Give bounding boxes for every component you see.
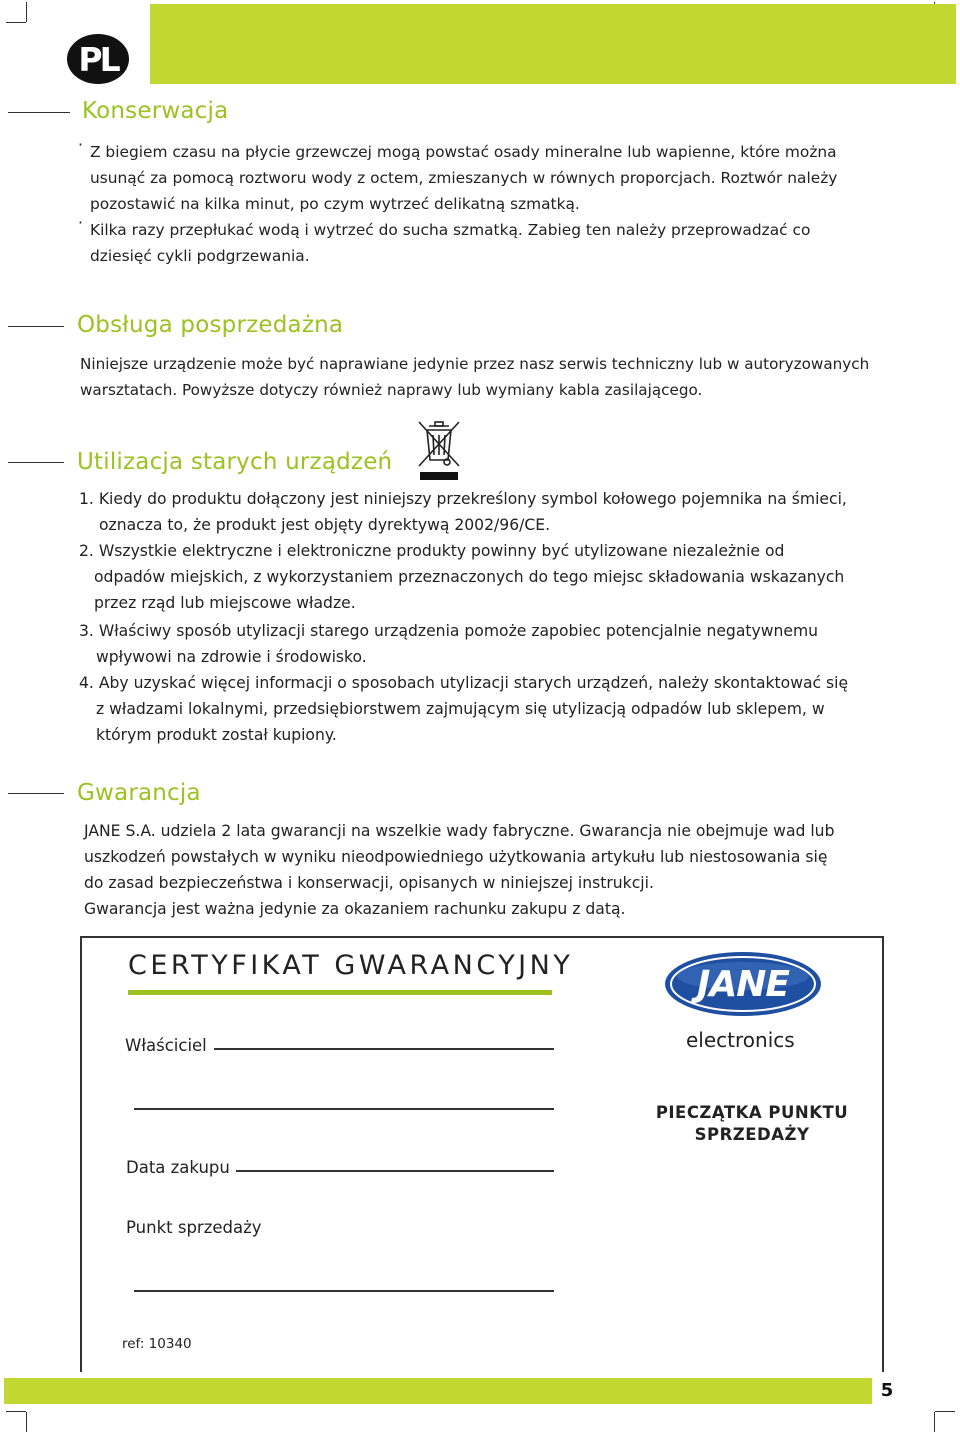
utilizacja-item-1: 1. Kiedy do produktu dołączony jest niniejszy przekreślony symbol kołowego pojemnika na śmieci, oznacza to, że produkt jest objęty dyrektywą 2002/96/CE. <box>79 490 847 534</box>
owner-label: Właściciel <box>125 1036 207 1055</box>
crop-mark-top-left <box>26 2 27 22</box>
certificate-title: CERTYFIKAT GWARANCYJNY <box>128 950 574 981</box>
owner-line-2 <box>134 1108 554 1110</box>
page-number: 5 <box>880 1380 894 1401</box>
crop-mark-bottom-right <box>934 1412 935 1432</box>
section-rule-gwarancja <box>8 793 64 794</box>
purchase-date-line <box>236 1170 554 1172</box>
crop-mark-top-left-h <box>6 22 26 23</box>
section-rule-konserwacja <box>8 112 70 113</box>
konserwacja-bullet-1: Z biegiem czasu na płycie grzewczej mogą powstać osady mineralne lub wapienne, które można usunąć za pomocą roztworu wody z octem, zmieszanych w równych proporcjach. Roztwór należy pozostawić na kilka minut, po czym wytrzeć delikatną szmatką. <box>90 143 838 213</box>
gwarancja-text: JANE S.A. udziela 2 lata gwarancji na wszelkie wady fabryczne. Gwarancja nie obejmuje wad lub uszkodzeń powstałych w wyniku nieodpowiedniego użytkowania artykułu lub niestosowania się do zasad bezpieczeństwa i konserwacji, opisanych w niniejszej instrukcji. Gwarancja jest ważna jedynie za okazaniem rachunku zakupu z datą. <box>84 822 835 918</box>
konserwacja-bullet-2: Kilka razy przepłukać wodą i wytrzeć do sucha szmatką. Zabieg ten należy przeprowadzać co dziesięć cykli podgrzewania. <box>90 221 811 265</box>
svg-text:JANE: JANE <box>697 964 789 1005</box>
certificate-title-underline <box>128 990 552 995</box>
heading-konserwacja: Konserwacja <box>82 98 229 124</box>
heading-obsluga: Obsługa posprzedażna <box>77 312 344 338</box>
point-of-sale-label: Punkt sprzedaży <box>126 1218 262 1237</box>
footer-accent-bar <box>4 1378 872 1404</box>
purchase-date-label: Data zakupu <box>126 1158 230 1177</box>
crop-mark-bottom-left <box>26 1412 27 1432</box>
bullet-dot: · <box>78 136 83 154</box>
sales-stamp-area: PIECZĄTKA PUNKTU SPRZEDAŻY <box>655 1103 849 1144</box>
jane-logo <box>663 950 823 1018</box>
crop-mark-bottom-right-h <box>935 1411 955 1412</box>
section-rule-utilizacja <box>8 462 64 463</box>
utilizacja-item-4: 4. Aby uzyskać więcej informacji o sposobach utylizacji starych urządzeń, należy skontaktować się z władzami lokalnymi, przedsiębiorstwem zajmującym się utylizacją odpadów lub sklepem, w którym produkt został kupiony. <box>79 674 849 744</box>
language-badge: PL <box>67 34 129 84</box>
owner-line <box>214 1048 554 1050</box>
reference-number: ref: 10340 <box>122 1336 192 1352</box>
heading-utilizacja: Utilizacja starych urządzeń <box>77 449 393 475</box>
utilizacja-item-2: 2. Wszystkie elektryczne i elektroniczne produkty powinny być utylizowane niezależnie od odpadów miejskich, z wykorzystaniem przeznaczonych do tego miejsc składowania wskazanych przez rząd lub miejscowe władze. <box>79 542 845 612</box>
utilizacja-item-3: 3. Właściwy sposób utylizacji starego urządzenia pomoże zapobiec potencjalnie negatywnemu wpływowi na zdrowie i środowisko. <box>79 622 819 666</box>
bullet-dot: · <box>78 214 83 232</box>
point-of-sale-line <box>134 1290 554 1292</box>
obsluga-text: Niniejsze urządzenie może być naprawiane jedynie przez nasz serwis techniczny lub w autoryzowanych warsztatach. Powyższe dotyczy również naprawy lub wymiany kabla zasilającego. <box>80 355 870 399</box>
crop-mark-bottom-left-h <box>6 1411 26 1412</box>
section-rule-obsluga <box>8 326 64 327</box>
header-accent-bar <box>150 4 956 84</box>
crossed-out-wheelie-bin-icon <box>416 418 462 482</box>
logo-subtext: electronics <box>686 1028 795 1052</box>
heading-gwarancja: Gwarancja <box>77 780 201 806</box>
